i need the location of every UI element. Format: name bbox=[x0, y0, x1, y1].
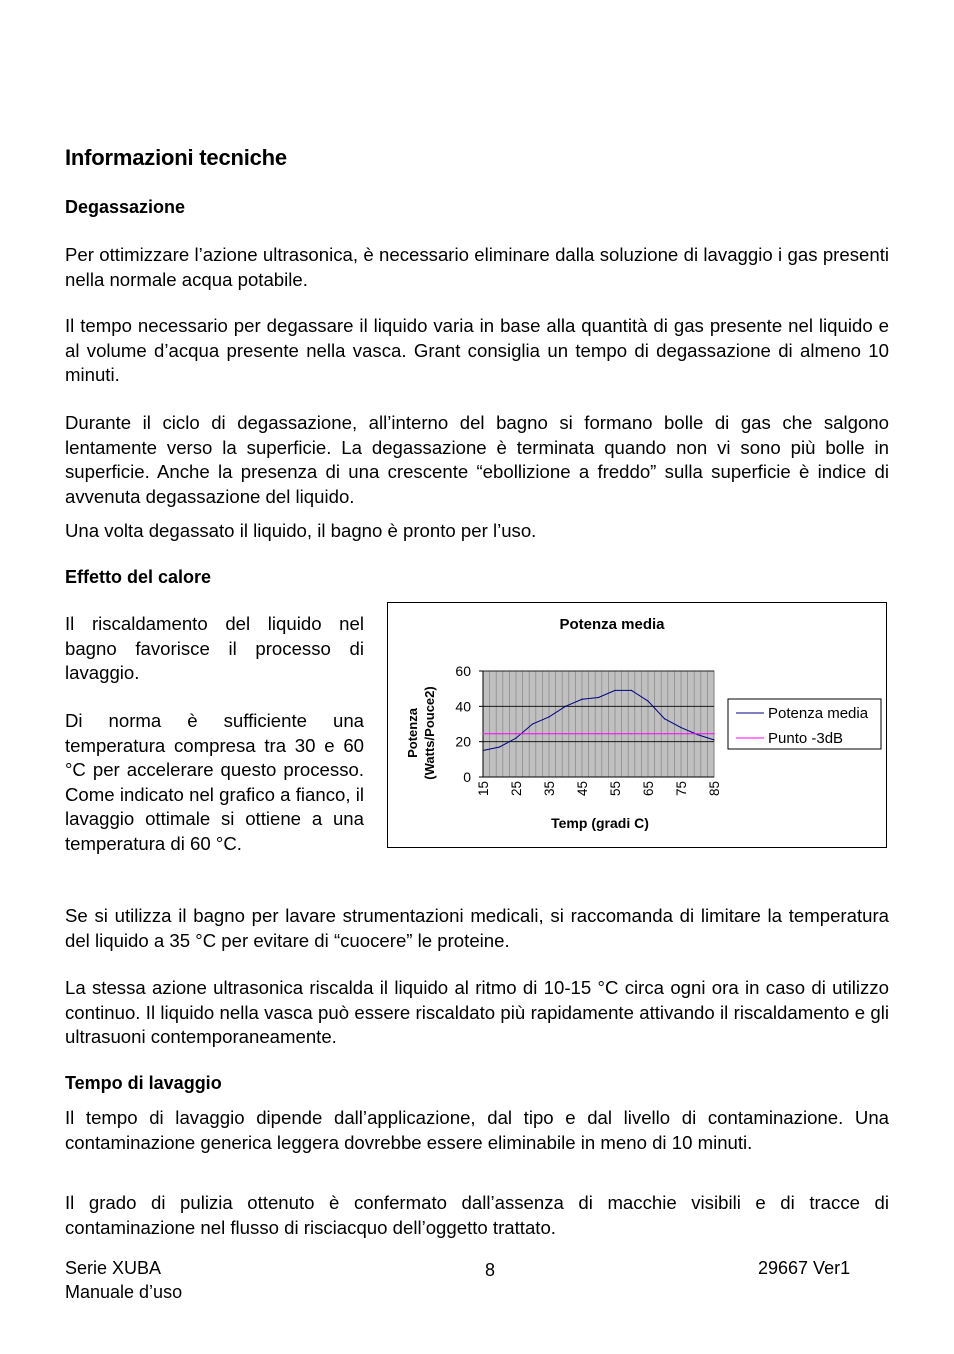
x-axis-label: Temp (gradi C) bbox=[551, 815, 649, 831]
footer-series: Serie XUBA bbox=[65, 1258, 162, 1278]
data-point-potenza-media bbox=[515, 738, 516, 739]
plot-area bbox=[455, 663, 722, 796]
y-tick-label: 40 bbox=[455, 698, 471, 715]
data-point-potenza-media bbox=[548, 716, 549, 717]
heading-heat: Effetto del calore bbox=[65, 567, 212, 587]
power-chart-svg bbox=[388, 603, 886, 847]
chart-legend bbox=[728, 699, 881, 749]
y-tick-label: 0 bbox=[463, 769, 471, 785]
x-tick-label: 45 bbox=[575, 781, 590, 797]
footer-left bbox=[65, 1256, 182, 1304]
paragraph-degassing-2: Il tempo necessario per degassare il liquido varia in base alla quantità di gas presente nel liquido e al volume d’acqua presente nella vasca. Grant consiglia un tempo di degassazione di almeno 10 minuti. bbox=[65, 315, 889, 386]
paragraph-degassing-1: Per ottimizzare l’azione ultrasonica, è necessario eliminare dalla soluzione di lavaggio i gas presenti nella normale acqua potabile. bbox=[65, 244, 889, 290]
data-point-potenza-media bbox=[499, 746, 500, 747]
data-point-potenza-media bbox=[631, 690, 632, 691]
x-tick-label: 85 bbox=[707, 781, 722, 797]
data-point-punto-3db bbox=[614, 733, 615, 734]
data-point-punto-3db bbox=[680, 733, 681, 734]
data-point-punto-3db bbox=[499, 733, 500, 734]
data-point-potenza-media bbox=[598, 697, 599, 698]
y-tick-label: 60 bbox=[455, 663, 471, 679]
paragraph-wash-time-1: Il tempo di lavaggio dipende dall’applicazione, dal tipo e dal livello di contaminazione. Una contaminazione generica leggera dovrebbe essere eliminabile in meno di 10 minuti. bbox=[65, 1107, 889, 1153]
data-point-punto-3db bbox=[664, 733, 665, 734]
data-point-punto-3db bbox=[631, 733, 632, 734]
data-point-punto-3db bbox=[581, 733, 582, 734]
power-chart bbox=[387, 602, 887, 848]
footer-manual: Manuale d’uso bbox=[65, 1282, 183, 1302]
x-tick-label: 15 bbox=[476, 781, 491, 797]
paragraph-heat-1: Il riscaldamento del liquido nel bagno favorisce il processo di lavaggio. bbox=[65, 613, 364, 684]
x-tick-label: 65 bbox=[641, 781, 656, 797]
data-point-potenza-media bbox=[713, 739, 714, 740]
paragraph-heat-3: Se si utilizza il bagno per lavare strumentazioni medicali, si raccomanda di limitare la temperatura del liquido a 35 °C per evitare di “cuocere” le proteine. bbox=[65, 905, 889, 951]
data-point-potenza-media bbox=[532, 723, 533, 724]
data-point-punto-3db bbox=[515, 733, 516, 734]
data-point-punto-3db bbox=[697, 733, 698, 734]
footer-doc-code: 29667 Ver1 bbox=[758, 1258, 851, 1278]
heading-degassing: Degassazione bbox=[65, 197, 186, 217]
data-point-potenza-media bbox=[647, 700, 648, 701]
x-tick-label: 55 bbox=[608, 781, 623, 797]
data-point-punto-3db bbox=[598, 733, 599, 734]
heading-wash-time: Tempo di lavaggio bbox=[65, 1073, 222, 1093]
data-point-punto-3db bbox=[482, 733, 483, 734]
data-point-punto-3db bbox=[713, 733, 714, 734]
legend-label-potenza-media: Potenza media bbox=[768, 705, 869, 722]
data-point-potenza-media bbox=[664, 718, 665, 719]
paragraph-wash-time-2: Il grado di pulizia ottenuto è confermato dall’assenza di macchie visibili e di tracce di contaminazione nel flusso di risciacquo dell’oggetto trattato. bbox=[65, 1192, 889, 1238]
data-point-punto-3db bbox=[548, 733, 549, 734]
data-point-potenza-media bbox=[680, 727, 681, 728]
footer-page-number: 8 bbox=[485, 1260, 496, 1280]
paragraph-heat-2: Di norma è sufficiente una temperatura compresa tra 30 e 60 °C per accelerare questo processo. Come indicato nel grafico a fianco, il lavaggio ottimale si ottiene a una temperatura di 60 °C. bbox=[65, 710, 364, 854]
x-tick-label: 75 bbox=[674, 781, 689, 797]
y-tick-label: 20 bbox=[455, 733, 471, 750]
data-point-potenza-media bbox=[482, 750, 483, 751]
data-point-punto-3db bbox=[532, 733, 533, 734]
y-axis-label-line1: Potenza bbox=[405, 708, 420, 758]
page-title: Informazioni tecniche bbox=[65, 145, 287, 170]
data-point-punto-3db bbox=[647, 733, 648, 734]
chart-title: Potenza media bbox=[559, 616, 665, 633]
data-point-potenza-media bbox=[614, 690, 615, 691]
y-axis-label-line2: (Watts/Pouce2) bbox=[422, 686, 437, 780]
data-point-punto-3db bbox=[565, 733, 566, 734]
data-point-potenza-media bbox=[565, 706, 566, 707]
data-point-potenza-media bbox=[581, 699, 582, 700]
paragraph-degassing-4: Una volta degassato il liquido, il bagno è pronto per l’uso. bbox=[65, 520, 537, 541]
x-tick-label: 25 bbox=[509, 781, 524, 797]
paragraph-degassing-3: Durante il ciclo di degassazione, all’interno del bagno si formano bolle di gas che salgono lentamente verso la superficie. La degassazione è terminata quando non vi sono più bolle in superficie. Anche la presenza di una crescente “ebollizione a freddo” sulla superficie è indice di avvenuta degassazione del liquido. bbox=[65, 412, 889, 507]
plot-background bbox=[483, 671, 714, 777]
paragraph-heat-4: La stessa azione ultrasonica riscalda il liquido al ritmo di 10-15 °C circa ogni ora in caso di utilizzo continuo. Il liquido nella vasca può essere riscaldato più rapidamente attivando il riscaldamento e gli ultrasuoni contemporaneamente. bbox=[65, 977, 889, 1048]
x-tick-label: 35 bbox=[542, 781, 557, 797]
legend-label-punto-3db: Punto -3dB bbox=[768, 730, 844, 747]
